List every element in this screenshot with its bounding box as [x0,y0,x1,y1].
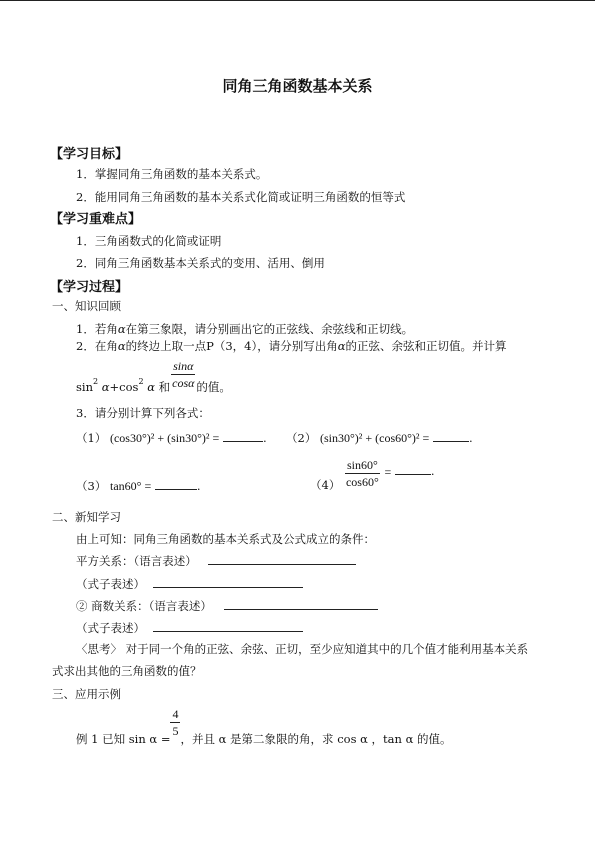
top-rule [0,0,595,1]
page-title: 同角三角函数基本关系 [222,77,373,95]
answer-blank[interactable] [155,478,197,490]
quotient-formula-row: （式子表述） [76,620,303,636]
review-question-2-expression: $\sin^2 \alpha+\cos^2$ α 和 $\frac{\sin\alpha}{\cos\alpha}$ 的值。 [76,359,231,394]
exercise-4: （4） $\frac{\sin 60^\circ}{\cos 60^\circ}$ = . [310,458,435,492]
example-1: 例 1 已知 sin α = $\frac{4}{5}$ ，并且 α 是第二象限的角，求 cos α ，tan α 的值。 [76,707,452,746]
review-question-3: 3．请分别计算下列各式： [76,406,210,420]
goal-item: 2．能用同角三角函数的基本关系式化简或证明三角函数的恒等式 [76,190,406,204]
think-question-line-2: 式求出其他的三角函数的值？ [52,664,202,678]
keypoint-item: 1．三角函数式的化简或证明 [76,234,222,248]
exercise-3: （3） tan60° = . [76,479,201,493]
review-question-1: 1．若角α在第三象限，请分别画出它的正弦线、余弦线和正切线。 [76,322,414,336]
sin60-over-cos60-fraction: $\frac{\sin 60^\circ}{\cos 60^\circ}$ [345,458,379,489]
newknow-intro: 由上可知：同角三角函数的基本关系式及公式成立的条件： [76,532,375,546]
four-fifths-fraction: $\frac{4}{5}$ [172,707,179,738]
answer-blank[interactable] [223,430,263,442]
think-question-line-1: 〈思考〉 对于同一个角的正弦、余弦、正切，至少应知道其中的几个值才能利用基本关系 [76,642,529,656]
square-formula-blank[interactable] [153,576,303,588]
quotient-formula-blank[interactable] [153,620,303,632]
goals-heading: 【学习目标】 [50,147,129,162]
goal-item: 1．掌握同角三角函数的基本关系式。 [76,167,268,181]
square-relation-row: 平方关系：（语言表述） [76,553,356,569]
answer-blank[interactable] [395,463,431,475]
keypoints-heading: 【学习重难点】 [50,212,142,227]
process-heading: 【学习过程】 [50,280,129,295]
keypoint-item: 2．同角三角函数基本关系式的变用、活用、倒用 [76,256,325,270]
newknow-heading: 二、新知学习 [52,510,121,524]
exercise-2: （2） (sin30°)² + (cos60°)² = . [286,431,473,445]
answer-blank[interactable] [433,430,469,442]
exercise-1: （1） (cos30°)² + (sin30°)² = . [76,431,267,445]
square-relation-blank[interactable] [208,553,356,565]
quotient-relation-blank[interactable] [224,598,378,610]
review-heading: 一、知识回顾 [52,299,121,313]
review-question-2: 2．在角α的终边上取一点P（3，4），请分别写出角α的正弦、余弦和正切值。并计算 [76,339,507,353]
examples-heading: 三、应用示例 [52,687,121,701]
square-formula-row: （式子表述） [76,576,303,592]
quotient-relation-row: ② 商数关系：（语言表述） [76,598,378,614]
sin-over-cos-fraction: $\frac{\sin\alpha}{\cos\alpha}$ [172,359,195,390]
